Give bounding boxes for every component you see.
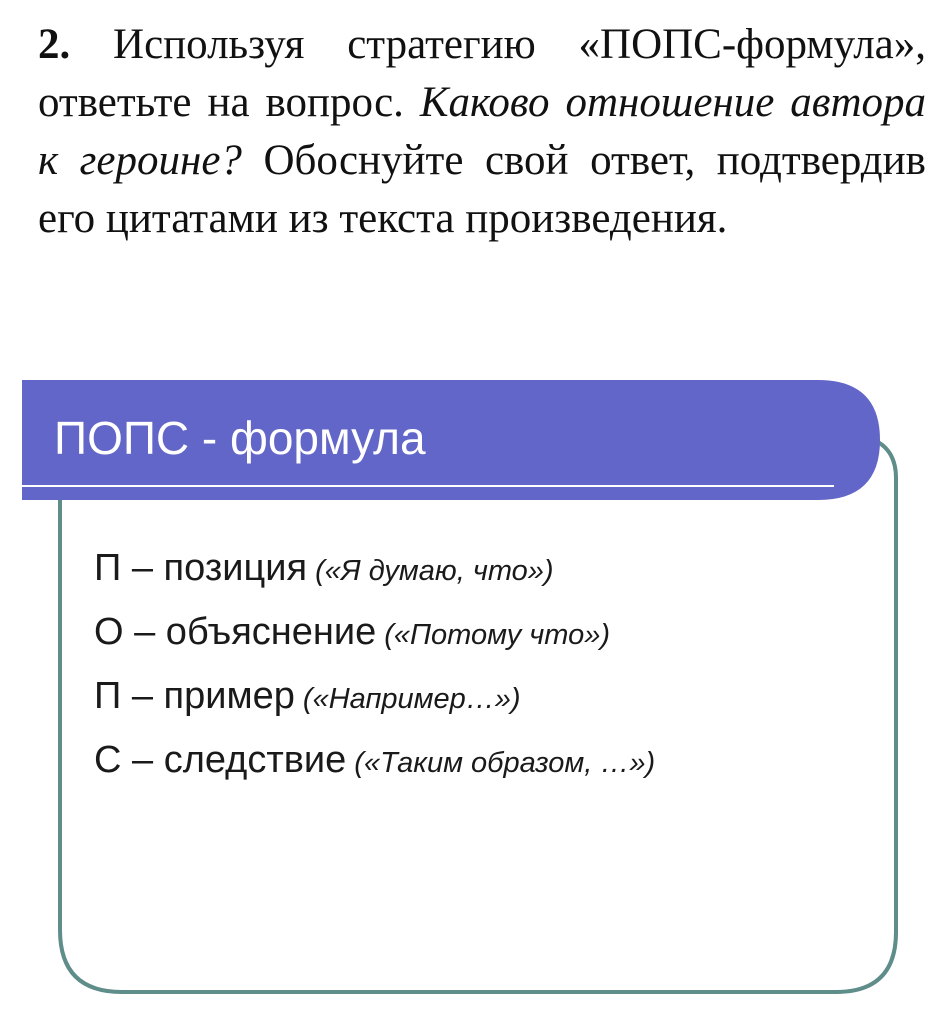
row-hint: («Таким образом, …») (354, 747, 656, 779)
row-hint: («Например…») (302, 683, 521, 715)
row-label: С – следствие (94, 739, 347, 781)
row-label: П – позиция (94, 547, 308, 589)
row-label: О – объяснение (94, 611, 377, 653)
formula-row-consequence (94, 728, 655, 792)
task-number: 2. (38, 21, 71, 68)
task-instructions: Обоснуйте свой ответ, подтвердив его цитатами из текста произведения. (38, 137, 926, 242)
formula-rows (94, 536, 655, 792)
row-hint: («Я думаю, что») (315, 555, 554, 587)
card-title: ПОПС - формула (54, 412, 426, 464)
task-question: Каково отношение автора к героине? (38, 79, 926, 184)
formula-row-position (94, 536, 655, 600)
row-hint: («Потому что») (384, 619, 611, 651)
formula-row-explanation (94, 600, 655, 664)
task-intro: Используя стратегию «ПОПС-формула», ответьте на вопрос. (38, 21, 926, 126)
formula-row-example (94, 664, 655, 728)
row-label: П – пример (94, 675, 295, 717)
